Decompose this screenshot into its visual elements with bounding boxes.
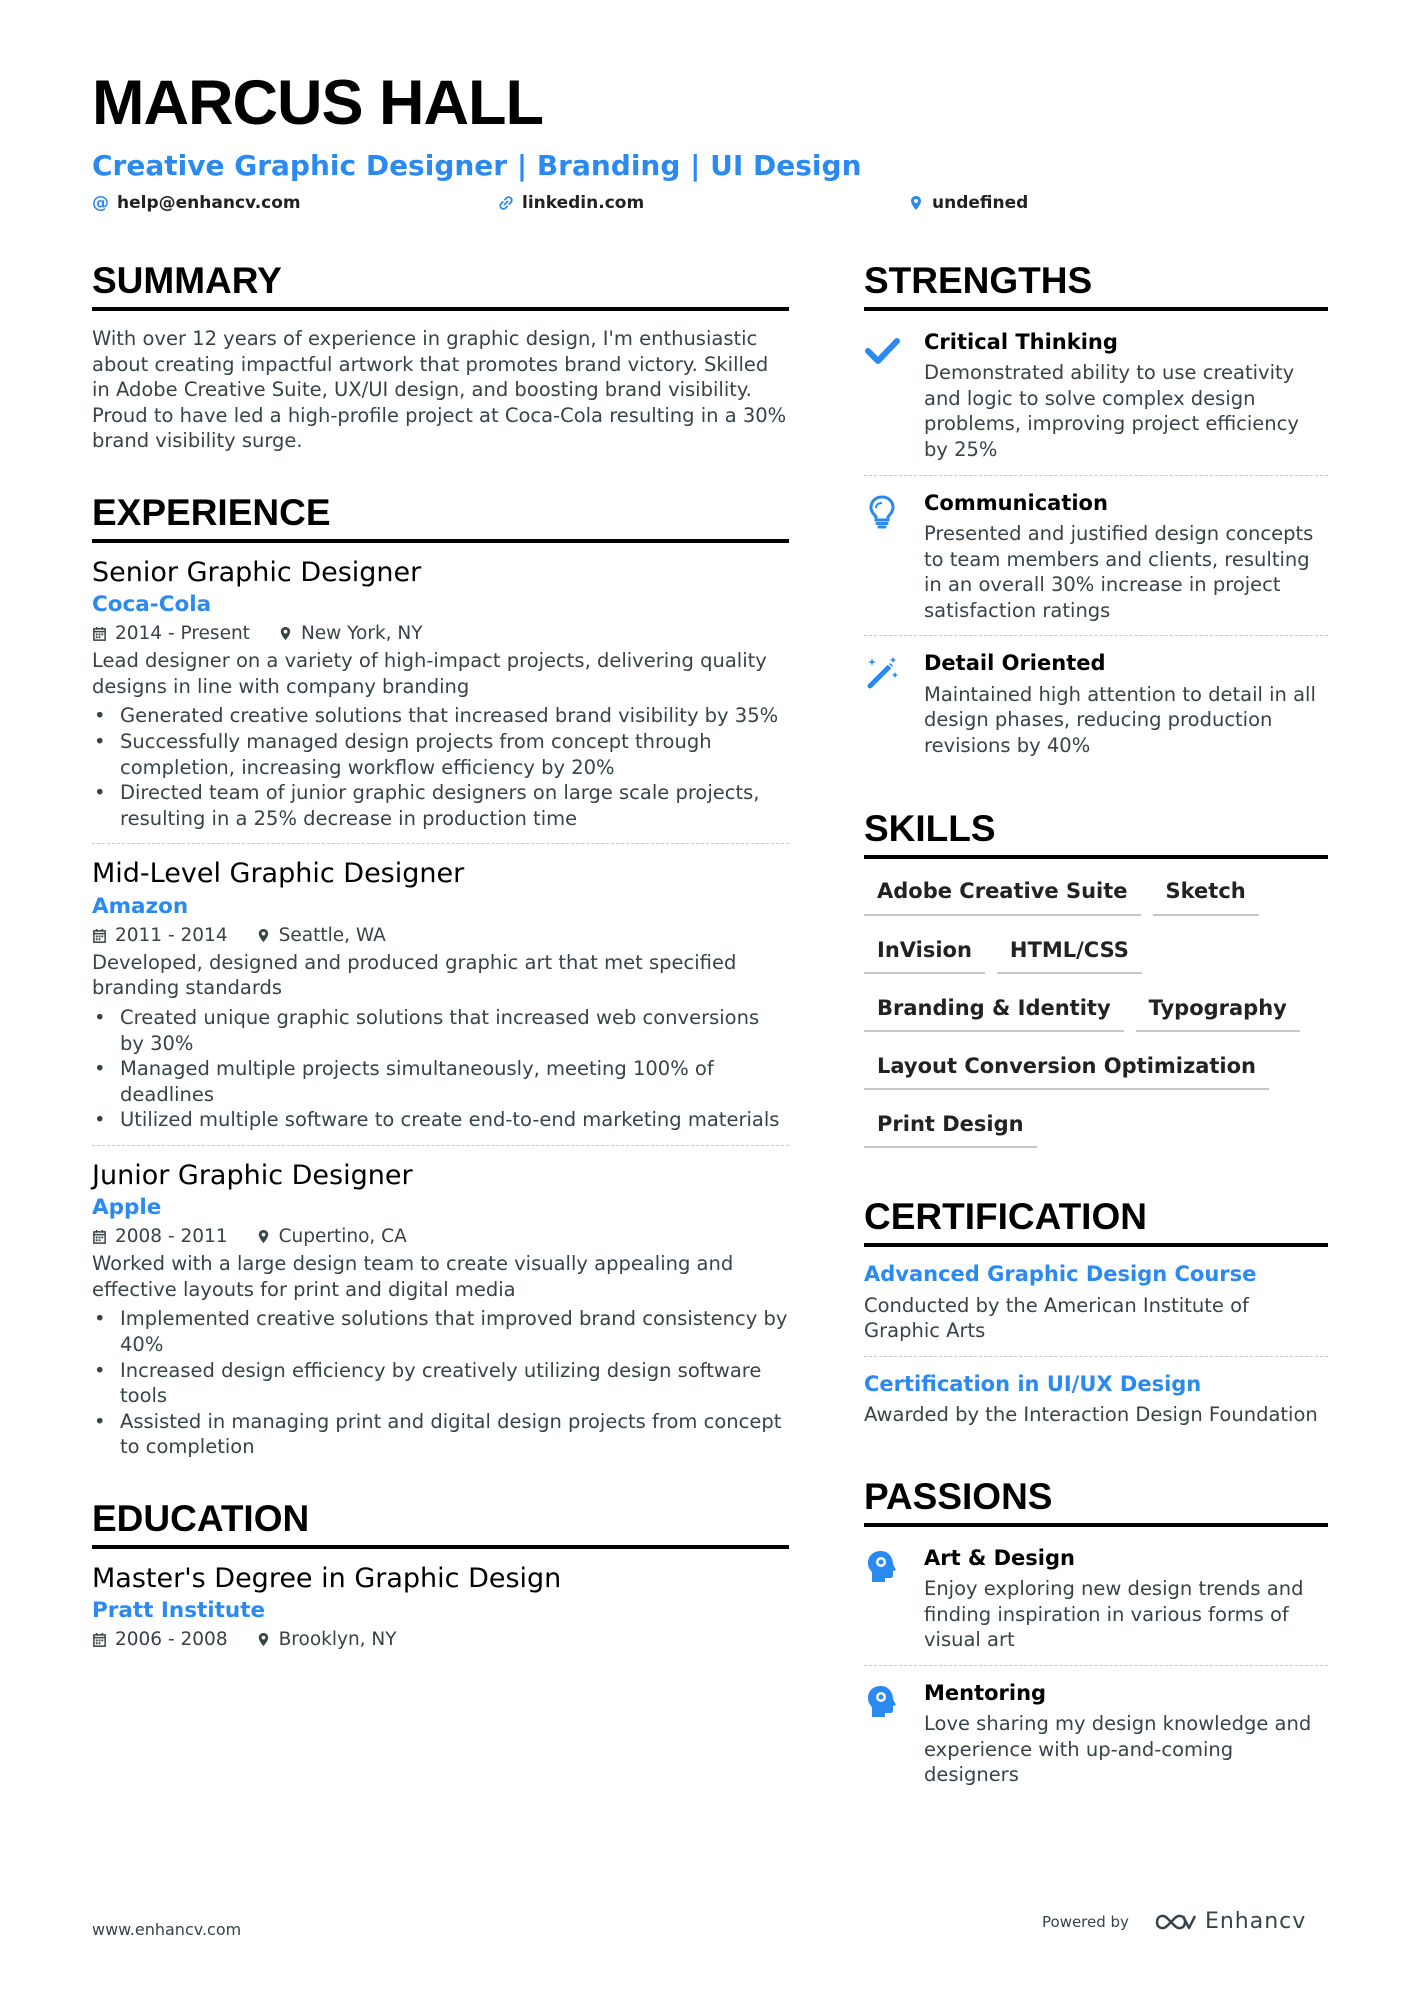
job-dates [92, 925, 228, 946]
job-bullet: • Created unique graphic solutions that increased web conversions by 30% [92, 1005, 789, 1056]
footer-branding [1042, 1909, 1306, 1934]
certification-section [864, 1198, 1328, 1427]
education-title: EDUCATION [92, 1500, 789, 1549]
education-section [92, 1500, 789, 1650]
contact-email-text: help@enhancv.com [117, 193, 301, 213]
summary-text: With over 12 years of experience in graphic design, I'm enthusiastic about creating impactful artwork that promotes brand victory. Skilled in Adobe Creative Suite, UX/UI design, and boosting brand visibility. Proud to have led a high-profile project at Coca-Cola resulting in a 30% brand visibility surge. [92, 327, 787, 453]
passion-title: Mentoring [924, 1680, 1047, 1705]
location-pin-icon [278, 626, 293, 641]
passion-text: Love sharing my design knowledge and experience with up-and-coming designers [924, 1712, 1312, 1787]
skill-tag: Typography [1136, 990, 1300, 1032]
strength-title: Critical Thinking [924, 330, 1118, 354]
certification-title: CERTIFICATION [864, 1198, 1328, 1247]
job-location-text: New York, NY [300, 623, 423, 645]
contact-location-text: undefined [932, 193, 1029, 213]
job-company: Amazon [92, 893, 189, 919]
strength-item [864, 490, 1328, 624]
job-dates-text: 2014 - Present [115, 623, 250, 645]
at-icon: @ [92, 193, 109, 213]
contact-bar [92, 193, 1322, 217]
job-bullet: • Directed team of junior graphic designers on large scale projects, resulting in a 25% decrease in production time [92, 780, 789, 831]
job-company: Coca-Cola [92, 592, 212, 618]
skill-tag: Sketch [1153, 873, 1259, 915]
education-entry [92, 1563, 789, 1650]
strength-item [864, 650, 1328, 758]
experience-title: EXPERIENCE [92, 494, 789, 543]
right-column [864, 262, 1328, 1788]
strength-item [864, 329, 1328, 463]
skills-list [864, 873, 1328, 1148]
education-school: Pratt Institute [92, 1598, 266, 1624]
job-bullet: • Assisted in managing print and digital design projects from concept to completion [92, 1409, 789, 1460]
certification-item [864, 1261, 1328, 1343]
skill-tag: Layout Conversion Optimization [864, 1048, 1269, 1090]
passion-item [864, 1545, 1328, 1653]
certification-name: Certification in UI/UX Design [864, 1371, 1202, 1396]
passion-title: Art & Design [924, 1545, 1075, 1570]
job-bullet: • Generated creative solutions that increased brand visibility by 35% [92, 703, 789, 729]
education-meta [92, 1629, 789, 1650]
location-pin-icon [908, 195, 924, 211]
lightbulb-icon [864, 490, 906, 624]
strength-text: Maintained high attention to detail in all design phases, reducing production revisions by 40% [924, 682, 1316, 757]
experience-section [92, 491, 789, 1460]
head-icon [864, 1680, 906, 1788]
job-entry [92, 858, 789, 1132]
contact-email[interactable] [92, 193, 301, 213]
certification-name: Advanced Graphic Design Course [864, 1262, 1257, 1287]
divider [92, 1145, 789, 1146]
location-pin-icon [256, 1229, 271, 1244]
strength-title: Communication [924, 490, 1108, 515]
calendar-icon [92, 626, 107, 641]
candidate-headline: Creative Graphic Designer | Branding | UI Design [92, 149, 862, 182]
divider [864, 1356, 1328, 1357]
skills-section [864, 810, 1328, 1148]
job-location [278, 623, 423, 644]
job-meta [92, 925, 789, 946]
divider [864, 475, 1328, 476]
contact-location [908, 193, 1028, 213]
powered-by-label: Powered by [1042, 1912, 1129, 1931]
checkmark-icon [864, 329, 906, 463]
passions-title: PASSIONS [864, 1478, 1328, 1527]
passion-item [864, 1680, 1328, 1788]
summary-title: SUMMARY [92, 262, 789, 311]
job-location [256, 1226, 407, 1247]
job-bullet: • Implemented creative solutions that improved brand consistency by 40% [92, 1306, 789, 1357]
job-dates-text: 2011 - 2014 [115, 924, 228, 946]
skill-tag: Adobe Creative Suite [864, 873, 1141, 915]
link-icon [498, 195, 514, 211]
job-dates-text: 2008 - 2011 [115, 1226, 228, 1248]
skill-tag: InVision [864, 932, 985, 974]
strength-title: Detail Oriented [924, 651, 1106, 676]
job-title: Junior Graphic Designer [92, 1159, 413, 1191]
certification-text: Awarded by the Interaction Design Foundation [864, 1403, 1318, 1427]
contact-linkedin-text: linkedin.com [522, 193, 645, 213]
job-entry [92, 557, 789, 831]
calendar-icon [92, 1229, 107, 1244]
head-icon [864, 1545, 906, 1653]
job-bullet: • Increased design efficiency by creatively utilizing design software tools [92, 1358, 789, 1409]
job-company: Apple [92, 1195, 162, 1221]
job-title: Senior Graphic Designer [92, 556, 422, 588]
strength-text: Demonstrated ability to use creativity and logic to solve complex design problems, improving project efficiency by 25% [924, 361, 1299, 462]
job-location-text: Seattle, WA [278, 924, 386, 946]
job-description: Worked with a large design team to create visually appealing and effective layouts for print and digital media [92, 1252, 734, 1301]
footer-website[interactable]: www.enhancv.com [92, 1920, 242, 1939]
summary-section [92, 262, 789, 454]
job-bullet: • Utilized multiple software to create end-to-end marketing materials [92, 1107, 789, 1133]
job-bullets [92, 1306, 789, 1460]
education-degree: Master's Degree in Graphic Design [92, 1563, 562, 1595]
location-pin-icon [256, 1632, 271, 1647]
left-column [92, 262, 789, 1650]
job-bullets [92, 703, 789, 831]
education-location-text: Brooklyn, NY [278, 1629, 397, 1651]
job-description: Lead designer on a variety of high-impact projects, delivering quality designs in line with company branding [92, 649, 767, 698]
calendar-icon [92, 928, 107, 943]
skill-tag: HTML/CSS [997, 932, 1142, 974]
passions-section [864, 1475, 1328, 1788]
job-meta [92, 623, 789, 644]
enhancv-logo[interactable] [1153, 1909, 1306, 1934]
education-dates [92, 1629, 228, 1650]
strengths-title: STRENGTHS [864, 262, 1328, 311]
passion-text: Enjoy exploring new design trends and finding inspiration in various forms of visual art [924, 1577, 1304, 1652]
strength-text: Presented and justified design concepts to team members and clients, resulting in an overall 30% increase in project satisfaction ratings [924, 521, 1314, 622]
job-location [256, 925, 386, 946]
job-location-text: Cupertino, CA [278, 1226, 407, 1248]
contact-linkedin[interactable] [498, 193, 644, 213]
strengths-section [864, 262, 1328, 758]
skills-title: SKILLS [864, 810, 1328, 859]
divider [864, 1665, 1328, 1666]
location-pin-icon [256, 928, 271, 943]
enhancv-logo-text: Enhancv [1204, 1909, 1307, 1934]
certification-text: Conducted by the American Institute of Graphic Arts [864, 1293, 1249, 1343]
magic-wand-icon [864, 650, 906, 758]
skill-tag: Print Design [864, 1106, 1037, 1148]
skill-tag: Branding & Identity [864, 990, 1124, 1032]
job-meta [92, 1226, 789, 1247]
divider [92, 843, 789, 844]
certification-item [864, 1371, 1328, 1428]
education-location [256, 1629, 397, 1650]
job-dates [92, 1226, 228, 1247]
candidate-name: MARCUS HALL [92, 68, 543, 138]
enhancv-logo-icon [1153, 1910, 1197, 1934]
job-entry [92, 1160, 789, 1460]
education-dates-text: 2006 - 2008 [115, 1629, 228, 1651]
job-bullet: • Successfully managed design projects from concept through completion, increasing workflow efficiency by 20% [92, 729, 789, 780]
job-bullet: • Managed multiple projects simultaneously, meeting 100% of deadlines [92, 1056, 789, 1107]
job-title: Mid-Level Graphic Designer [92, 858, 465, 890]
calendar-icon [92, 1632, 107, 1647]
job-description: Developed, designed and produced graphic art that met specified branding standards [92, 950, 737, 1000]
job-bullets [92, 1005, 789, 1133]
job-dates [92, 623, 250, 644]
divider [864, 635, 1328, 636]
